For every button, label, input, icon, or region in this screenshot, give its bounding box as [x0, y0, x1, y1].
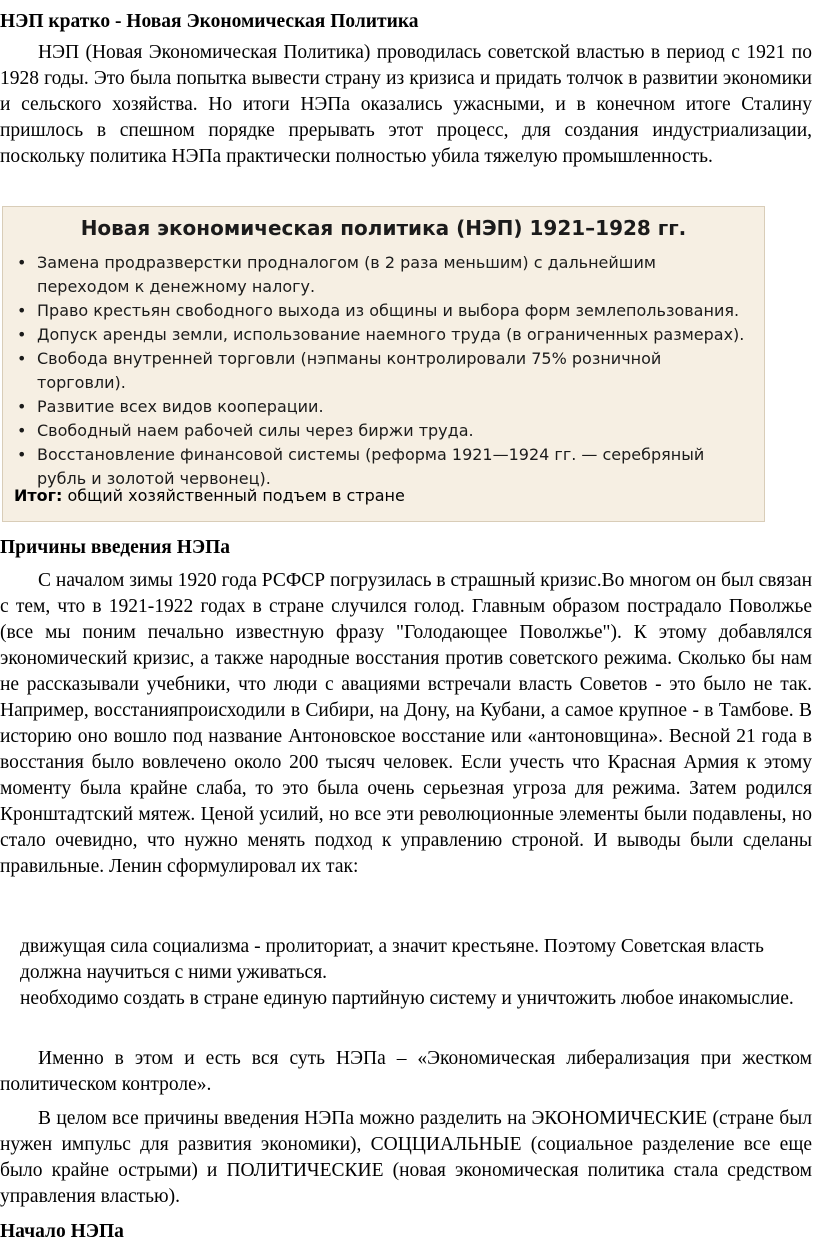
- bullet-icon: •: [17, 301, 27, 320]
- list-item: необходимо создать в стране единую партийную систему и уничтожить любое инакомыслие.: [20, 988, 794, 1009]
- reasons-categories-paragraph: В целом все причины введения НЭПа можно разделить на ЭКОНОМИЧЕСКИЕ (стране был нужен импульс для развития экономики), СОЦЦИАЛЬНЫЕ (социальное разделение все еще было крайне острыми) и ПОЛИТИЧЕСКИЕ (новая экономическая политика стала средством управления властью).: [0, 1108, 812, 1207]
- nep-essence-paragraph: Именно в этом и есть вся суть НЭПа – «Экономическая либерализация при жестком политическом контроле».: [0, 1048, 812, 1095]
- nep-summary-infobox: [2, 206, 765, 522]
- infobox-title: Новая экономическая политика (НЭП) 1921–1928 гг.: [80, 216, 687, 240]
- result-label: Итог:: [14, 486, 63, 505]
- result-text: общий хозяйственный подъем в стране: [62, 486, 405, 505]
- bullet-icon: •: [17, 445, 27, 464]
- heading-nep-brief: НЭП кратко - Новая Экономическая Политика: [0, 11, 419, 32]
- lenin-conclusions-list: [20, 934, 810, 1012]
- infobox-item: • Свободный наем рабочей силы через биржи труда.: [15, 419, 745, 443]
- infobox-list: [15, 251, 745, 491]
- infobox-item: • Допуск аренды земли, использование наемного труда (в ограниченных размерах).: [15, 323, 745, 347]
- infobox-item: • Свобода внутренней торговли (нэпманы контролировали 75% розничной торговли).: [17, 349, 662, 392]
- infobox-item: • Развитие всех видов кооперации.: [15, 395, 745, 419]
- heading-nep-start: Начало НЭПа: [0, 1221, 124, 1242]
- reasons-paragraph: С началом зимы 1920 года РСФСР погрузилась в страшный кризис.Во многом он был связан с тем, что в 1921-1922 годах в стране случился голод. Главным образом пострадало Поволжье (все мы поним печально известную фразу "Голодающее Поволжье"). К этому добавлялся экономический кризис, а также народные восстания против советского режима. Сколько бы нам не рассказывали учебники, что люди с авациями встречали власть Советов - это было не так. Например, восстанияпроисходили в Сибири, на Дону, на Кубани, а самое крупное - в Тамбове. В историю оно вошло под название Антоновское восстание или «антоновщина». Весной 21 года в восстания было вовлечено около 200 тысяч человек. Если учесть что Красная Армия к этому моменту была крайне слаба, то это была очень серьезная угроза для режима. Затем родился Кронштадтский мятеж. Ценой усилий, но все эти революционные элементы были подавлены, но стало очевидно, что нужно менять подход к управлению строной. И выводы были сделаны правильные. Ленин сформулировал их так:: [0, 570, 812, 877]
- bullet-icon: •: [17, 253, 27, 272]
- bullet-icon: •: [17, 325, 27, 344]
- bullet-icon: •: [17, 349, 27, 368]
- infobox-result: [14, 484, 405, 508]
- list-item: движущая сила социализма - пролиториат, а значит крестьяне. Поэтому Советская власть должна научиться с ними уживаться.: [20, 936, 764, 983]
- infobox-item: • Замена продразверстки продналогом (в 2 раза меньшим) с дальнейшим переходом к денежному налогу.: [17, 253, 656, 296]
- bullet-icon: •: [17, 421, 27, 440]
- intro-paragraph: НЭП (Новая Экономическая Политика) проводилась советской властью в период с 1921 по 1928 годы. Это была попытка вывести страну из кризиса и придать толчок в развитии экономики и сельского хозяйства. Но итоги НЭПа оказались ужасными, и в конечном итоге Сталину пришлось в спешном порядке прерывать этот процесс, для создания индустриализации, поскольку политика НЭПа практически полностью убила тяжелую промышленность.: [0, 42, 812, 167]
- infobox-item: • Восстановление финансовой системы (реформа 1921—1924 гг. — серебряный рубль и золотой червонец).: [17, 445, 705, 488]
- heading-reasons: Причины введения НЭПа: [0, 537, 231, 558]
- bullet-icon: •: [17, 397, 27, 416]
- infobox-item: • Право крестьян свободного выхода из общины и выбора форм землепользования.: [15, 299, 745, 323]
